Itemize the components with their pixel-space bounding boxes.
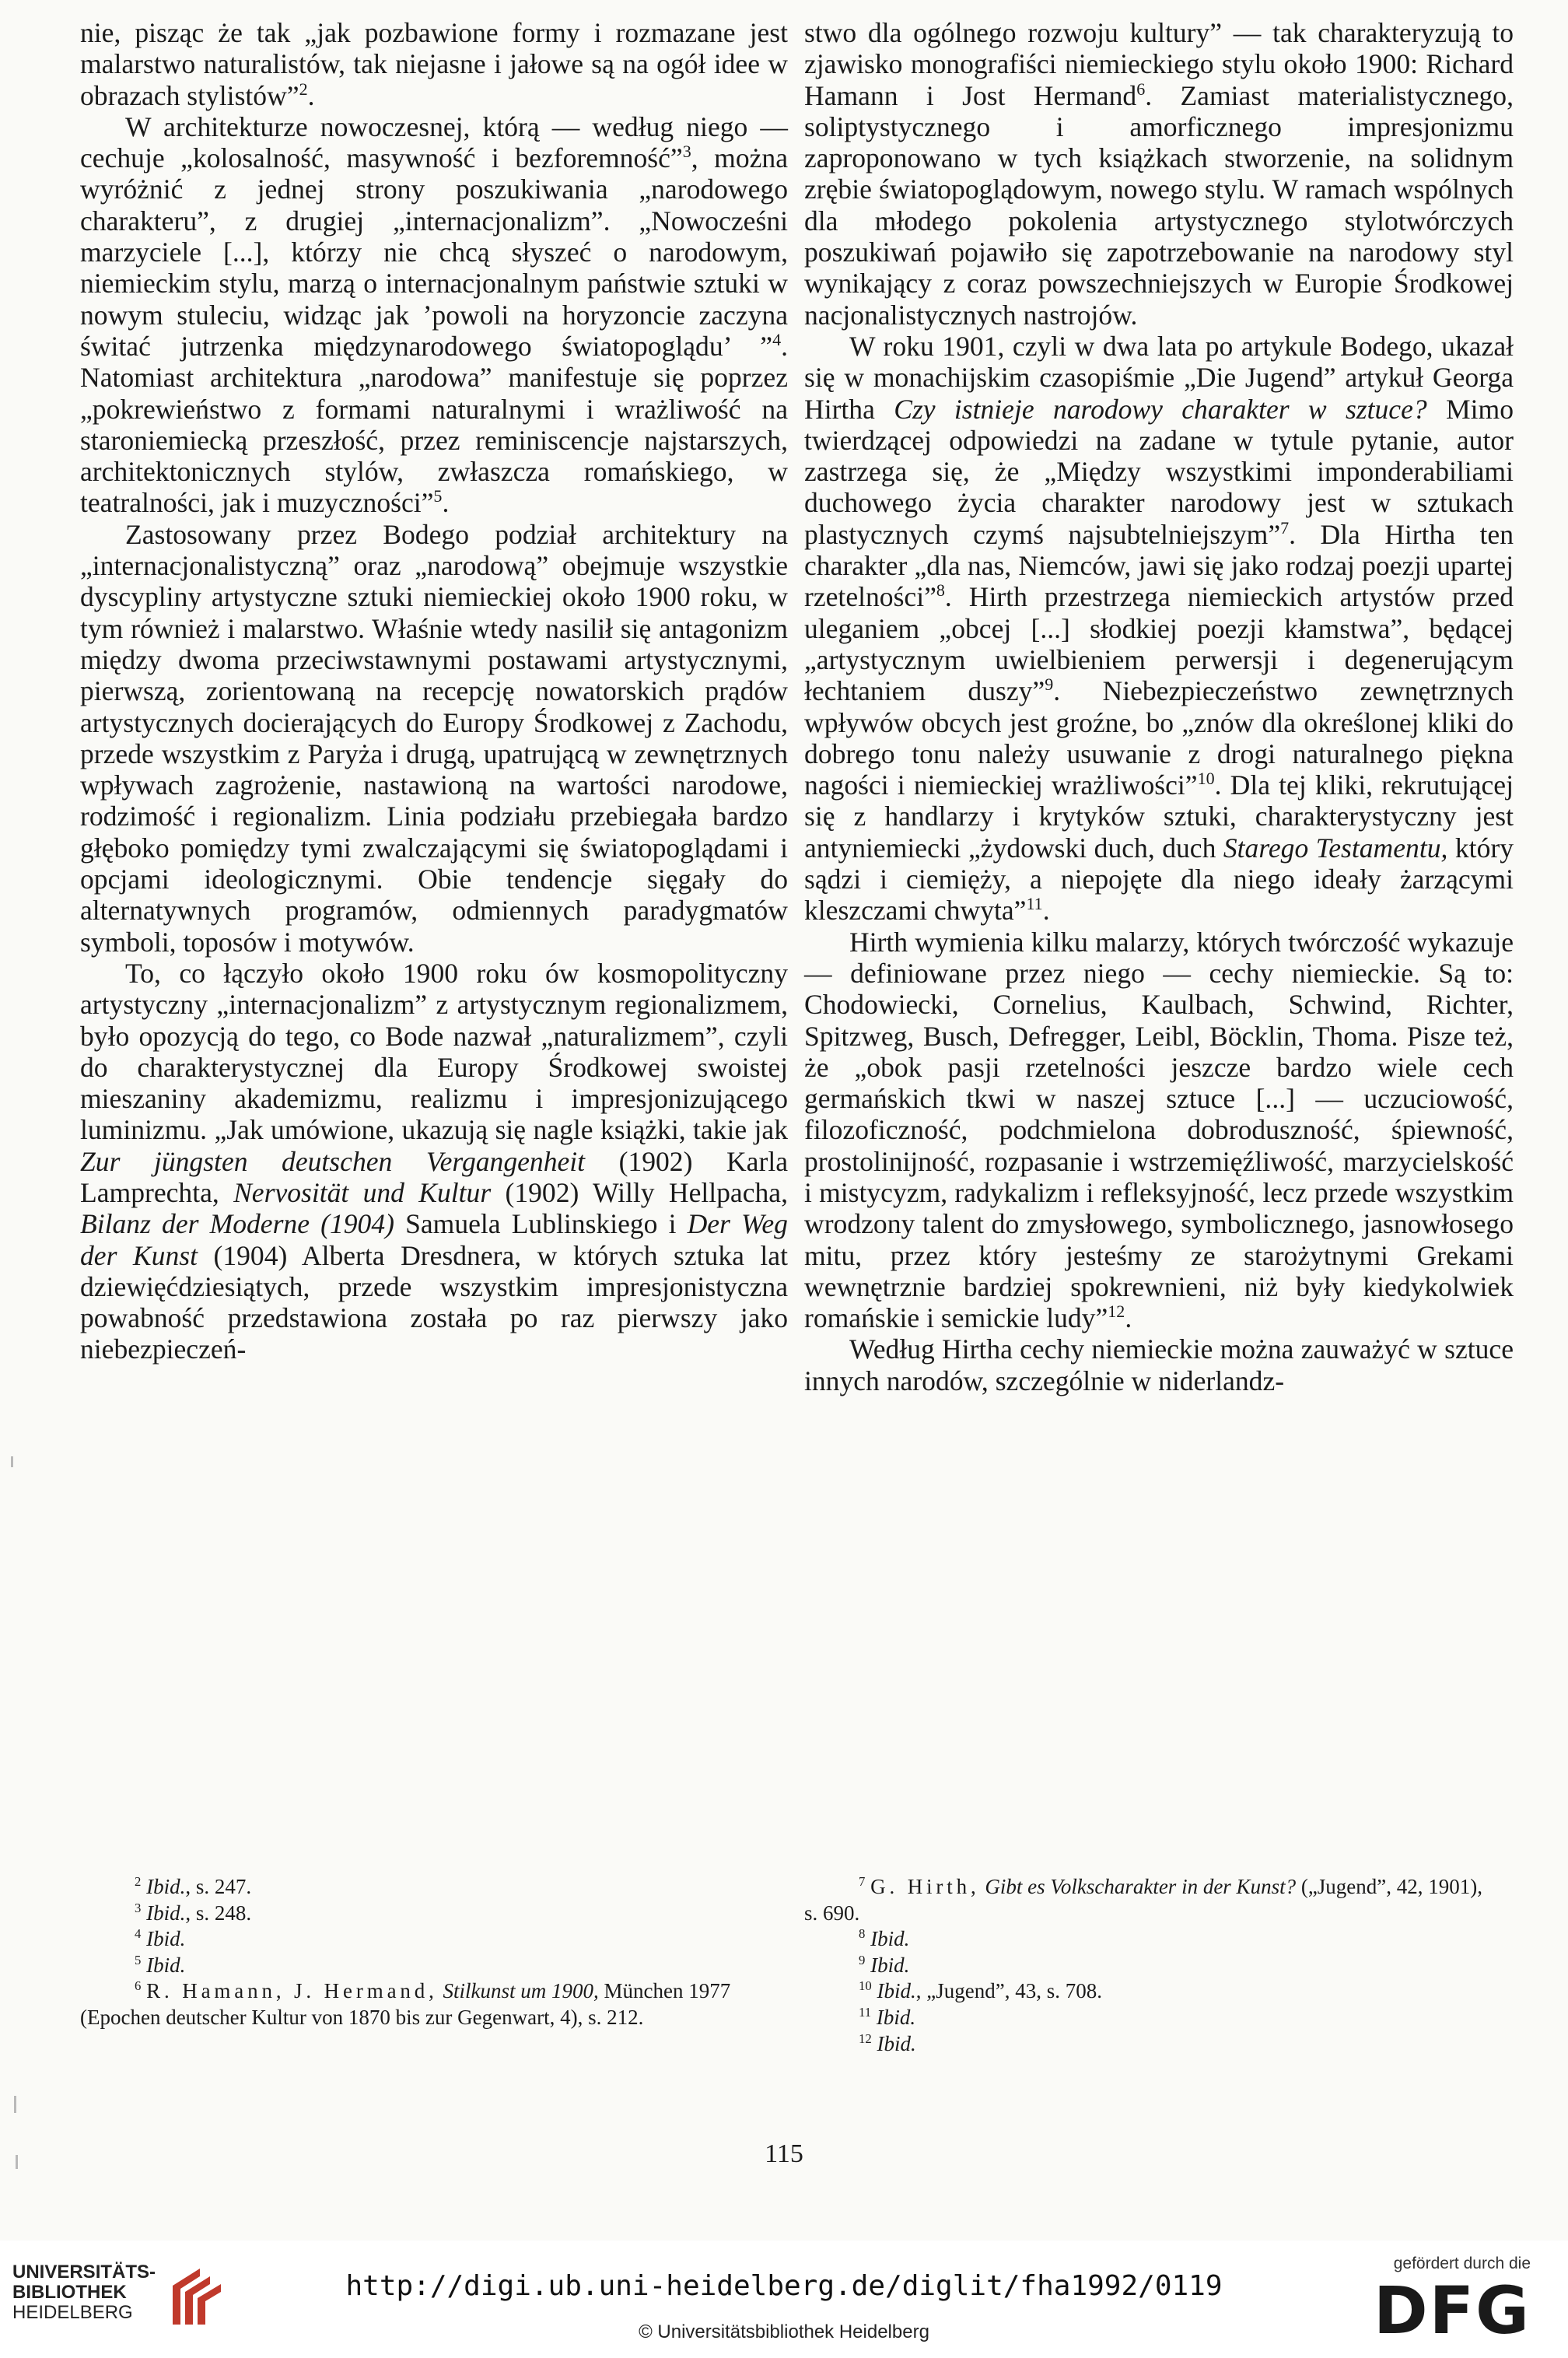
left-text-column <box>80 17 788 1365</box>
page-number: 115 <box>765 2139 803 2168</box>
footnote: $^7$ G. Hirth, Gibt es Volkscharakter in der Kunst? („Jugend”, 42, 1901), s. 690. <box>804 1874 1483 1925</box>
footnote: $^4$ Ibid. <box>135 1926 186 1951</box>
margin-mark <box>14 2096 16 2113</box>
paragraph: Zastosowany przez Bodego podział architektury na „internacjonalistyczną” oraz „narodową” obejmuje wszystkie dyscypliny artystyczne sztuki niemieckiej około 1900 roku, w tym również i malarstwo. Właśnie wtedy nasilił się antagonizm między dwoma przeciwstawnymi postawami artystycznymi, pierwszą, zorientowaną na recepcję nowatorskich prądów artystycznych docierających do Europy Środkowej z Zachodu, przede wszystkim z Paryża i drugą, upatrującą w zewnętrznych wpływach zagrożenie, nastawioną na wartości narodowe, rodzimość i regionalizm. Linia podziału przebiegała bardzo głęboko pomiędzy tymi zwalczającymi się światopoglądami i opcjami ideologicznymi. Obie tendencje sięgały do alternatywnych programów, odmiennych paradygmatów symboli, toposów i motywów. <box>80 518 788 958</box>
dfg-logo-icon: DFG <box>1373 2272 1531 2349</box>
digitization-footer <box>0 2241 1568 2358</box>
footnote: $^2$ Ibid., s. 247. <box>135 1874 252 1898</box>
footnotes-right <box>804 1874 1489 2057</box>
footnote: $^6$ R. Hamann, J. Hermand, Stilkunst um 1900, München 1977 (Epochen deutscher Kultur von 1870 bis zur Gegenwart, 4), s. 212. <box>80 1978 731 2029</box>
sponsor-caption: gefördert durch die <box>1393 2255 1531 2272</box>
paragraph: nie, pisząc że tak „jak pozbawione formy i rozmazane jest malarstwo naturalistów, tak niejasne i jałowe są na ogół idee w obrazach stylistów”$^2$. <box>80 17 788 111</box>
right-text-column <box>804 17 1514 1396</box>
margin-mark <box>11 1456 13 1467</box>
paragraph: W roku 1901, czyli w dwa lata po artykule Bodego, ukazał się w monachijskim czasopiśmie „Die Jugend” artykuł Georga Hirtha Czy istnieje narodowy charakter w sztuce? Mimo twierdzącej odpowiedzi na zadane w tytule pytanie, autor zastrzega się, że „Między wszystkimi imponderabiliami duchowego życia charakter narodowy jest w sztukach plastycznych czymś najsubtelniejszym”$^7$. Dla Hirtha ten charakter „dla nas, Niemców, jawi się jako rodzaj poezji upartej rzetelności”$^8$. Hirth przestrzega niemieckich artystów przed uleganiem „obcej [...] słodkiej poezji kłamstwa”, będącej „artystycznym uwielbieniem perwersji i degenerującym łechtaniem duszy”$^9$. Niebezpieczeństwo zewnętrznych wpływów obcych jest groźne, bo „znów dla określonej kliki do dobrego tonu należy usuwanie z drogi naturalnego piękna nagości i niemieckiej wrażliwości”$^{10}$. Dla tej kliki, rekrutującej się z handlarzy i krytyków sztuki, charakterystyczny jest antyniemiecki „żydowski duch, duch Starego Testamentu, który sądzi i ciemięży, a niepojęte dla niego ideały żarzącymi kleszczami chwyta”$^{11}$. <box>804 330 1514 927</box>
paragraph: Według Hirtha cechy niemieckie można zauważyć w sztuce innych narodów, szczególnie w niderlandz- <box>804 1333 1514 1396</box>
paragraph: To, co łączyło około 1900 roku ów kosmopolityczny artystyczny „internacjonalizm” z artystycznym regionalizmem, było opozycją do tego, co Bode nazwał „naturalizmem”, czyli do charakterystycznej dla Europy Środkowej swoistej mieszaniny akademizmu, realizmu i impresjonizującego luminizmu. „Jak umówione, ukazują się nagle książki, takie jak Zur jüngsten deutschen Vergangenheit (1902) Karla Lamprechta, Nervosität und Kultur (1902) Willy Hellpacha, Bilanz der Moderne (1904) Samuela Lublinskiego i Der Weg der Kunst (1904) Alberta Dresdnera, w których sztuka lat dziewięćdziesiątych, przede wszystkim impresjonistyczna powabność przedstawiona została po raz pierwszy jako niebezpieczeń- <box>80 957 788 1365</box>
permalink-url[interactable]: http://digi.ub.uni-heidelberg.de/diglit/fha1992/0119 <box>345 2270 1223 2302</box>
footnotes-left <box>80 1874 765 2031</box>
paragraph: W architekturze nowoczesnej, którą — według niego — cechuje „kolosalność, masywność i bezforemność”$^3$, można wyróżnić z jednej strony poszukiwania „narodowego charakteru”, z drugiej „internacjonalizm”. „Nowocześni marzyciele [...], którzy nie chcą słyszeć o narodowym, niemieckim stylu, marzą o internacjonalnym państwie sztuki w nowym stuleciu, widząc jak ’powoli na horyzoncie zaczyna świtać jutrzenka międzynarodowego światopoglądu’ ”$^4$. Natomiast architektura „narodowa” manifestuje się poprzez „pokrewieństwo z formami naturalnymi i wrażliwość na staroniemiecką przeszłość, przez reminiscencje najstarszych, architektonicznych stylów, zwłaszcza romańskiego, w teatralności, jak i muzyczności”$^5$. <box>80 110 789 519</box>
margin-mark <box>16 2155 18 2169</box>
footnote: $^5$ Ibid. <box>135 1952 186 1977</box>
paragraph: Hirth wymienia kilku malarzy, których twórczość wykazuje — definiowane przez niego — cechy niemieckie. Są to: Chodowiecki, Cornelius, Kaulbach, Schwind, Richter, Spitzweg, Busch, Defregger, Leibl, Böcklin, Thoma. Pisze też, że „obok pasji rzetelności jeszcze bardzo wiele cech germańskich tkwi w naszej sztuce [...] — uczuciowość, filozoficzność, podchmielona dobroduszność, śpiewność, prostolinijność, rozpasanie i wstrzemięźliwość, marzycielskość i mistycyzm, radykalizm i refleksyjność, lecz przede wszystkim wrodzony talent do zmysłowego, symbolicznego, jasnowłosego mitu, przez który jesteśmy ze starożytnymi Grekami wewnętrznie bardziej spokrewnieni, niż były kiedykolwiek romańskie i semickie ludy”$^{12}$. <box>804 926 1514 1334</box>
library-name: UNIVERSITÄTS- BIBLIOTHEK HEIDELBERG <box>12 2262 156 2323</box>
footnote: $^3$ Ibid., s. 248. <box>135 1900 252 1925</box>
footnote: $^{10}$ Ibid., „Jugend”, 43, s. 708. <box>859 1978 1102 2003</box>
footnote: $^{11}$ Ibid. <box>859 2004 916 2029</box>
copyright-notice: © Universitätsbibliothek Heidelberg <box>639 2321 929 2342</box>
footnote: $^{12}$ Ibid. <box>859 2030 916 2055</box>
sponsor-logo[interactable] <box>1360 2255 1531 2348</box>
footnote: $^9$ Ibid. <box>859 1952 910 1977</box>
paragraph: stwo dla ogólnego rozwoju kultury” — tak charakteryzują to zjawisko monografiści niemieckiego stylu około 1900: Richard Hamann i Jost Hermand$^6$. Zamiast materialistycznego, soliptystycznego i amorficznego impresjonizmu zaproponowano w tych książkach stworzenie, na solidnym zrębie światopoglądowym, nowego stylu. W ramach wspólnych dla młodego pokolenia artystycznego stylotwórczych poszukiwań pojawiło się zapotrzebowanie na narodowy styl wynikający z coraz powszechniejszych w Europie Środkowej nacjonalistycznych nastrojów. <box>804 17 1514 331</box>
footnote: $^8$ Ibid. <box>859 1926 910 1951</box>
